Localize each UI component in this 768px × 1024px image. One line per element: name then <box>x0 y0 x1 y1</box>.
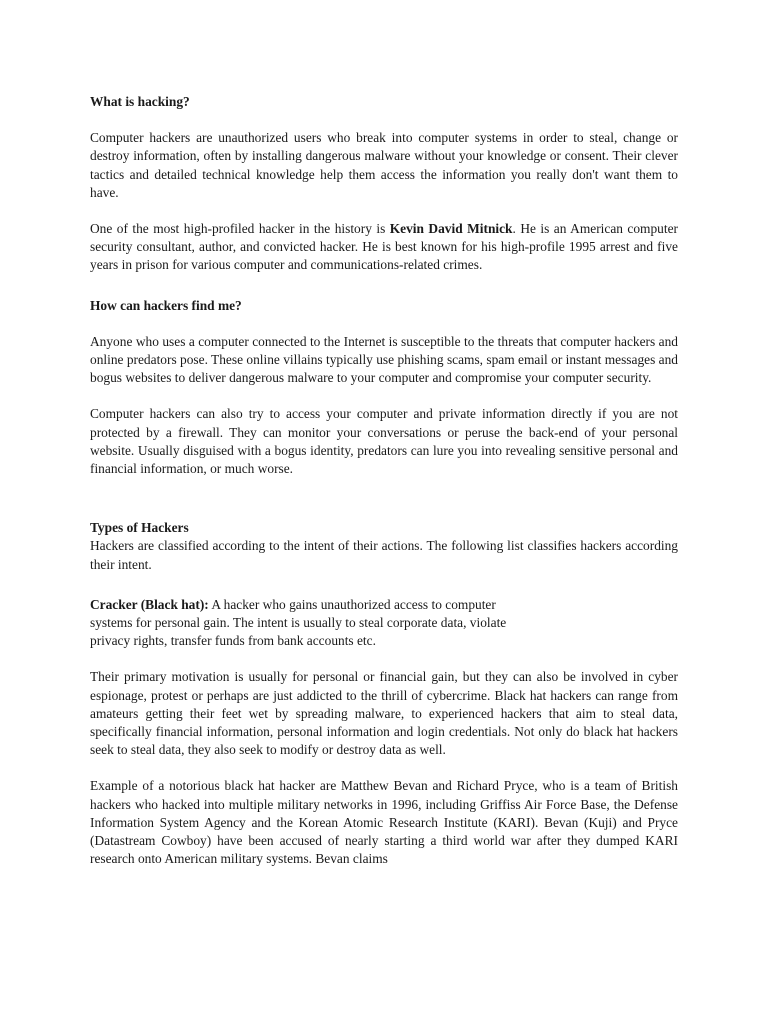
mitnick-name: Kevin David Mitnick <box>389 221 513 237</box>
heading-what-is-hacking: What is hacking? <box>90 94 190 109</box>
paragraph-black-hat-example: Example of a notorious black hat hacker are Matthew Bevan and Richard Pryce, who is a team of British hackers who hacked into multiple military networks in 1996, including Griffiss Air Force Base, the Defense Information System Agency and the Korean Atomic Research Institute (KARI). Bevan (Kuji) and Pryce (Datastream Cowboy) have been accused of nearly starting a third world war after they dumped KARI research onto American military systems. Bevan claims <box>90 778 678 867</box>
mitnick-description-text: . He is an American computer security consultant, author, and convicted hacker. He is best known for his high-profile 1995 arrest and five years in prison for various computer and communications-related crimes. <box>90 221 678 273</box>
paragraph-firewall: Computer hackers can also try to access your computer and private information directly if you are not protected by a firewall. They can monitor your conversations or peruse the back-end of your personal website. Usually disguised with a bogus identity, predators can lure you into revealing sensitive personal and financial information, or much worse. <box>90 406 678 477</box>
mitnick-intro-text: One of the most high-profiled hacker in the history is <box>90 221 390 237</box>
cracker-line-2: systems for personal gain. The intent is usually to steal corporate data, violate <box>90 615 507 631</box>
cracker-line-1: A hacker who gains unauthorized access to computer <box>208 596 496 612</box>
heading-how-can-hackers-find-me: How can hackers find me? <box>90 297 242 313</box>
cracker-line-3: privacy rights, transfer funds from bank accounts etc. <box>90 633 376 649</box>
paragraph-types-intro: Hackers are classified according to the intent of their actions. The following list classifies hackers according their intent. <box>90 538 678 572</box>
cracker-term: Cracker (Black hat): <box>90 596 209 612</box>
paragraph-cracker-definition <box>90 596 678 651</box>
document-page <box>90 93 678 869</box>
paragraph-mitnick <box>90 220 678 275</box>
paragraph-hacking-definition: Computer hackers are unauthorized users who break into computer systems in order to steal, change or destroy information, often by installing dangerous malware without your knowledge or consent. Their clever tactics and detailed technical knowledge help them access the information you really don't want them to have. <box>90 130 678 200</box>
heading-types-of-hackers: Types of Hackers <box>90 520 189 536</box>
paragraph-black-hat-motivation: Their primary motivation is usually for personal or financial gain, but they can also be involved in cyber espionage, protest or perhaps are just addicted to the thrill of cybercrime. Black hat hackers can range from amateurs getting their feet wet by spreading malware, to experienced hackers that aim to steal data, specifically financial information, personal information and login credentials. Not only do black hat hackers seek to steal data, they also seek to modify or destroy data as well. <box>90 669 678 758</box>
paragraph-internet-threats: Anyone who uses a computer connected to the Internet is susceptible to the threats that computer hackers and online predators pose. These online villains typically use phishing scams, spam email or instant messages and bogus websites to deliver dangerous malware to your computer and compromise your computer security. <box>90 333 678 386</box>
